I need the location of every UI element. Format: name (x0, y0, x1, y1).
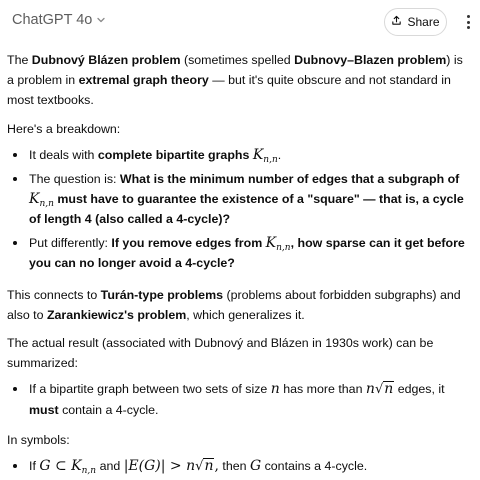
math-knn: $K_{n,n}$ (265, 235, 291, 253)
math-n-sqrt-n: n√n (365, 381, 394, 397)
list-item: Put differently: If you remove edges from $K_{n,n}$, how sparse can it get before you can no longer avoid a 4-cycle? (7, 233, 469, 273)
share-button[interactable] (384, 8, 447, 36)
share-label: Share (407, 15, 440, 29)
list-item: The question is: What is the minimum number of edges that a subgraph of $K_{n,n}$ must have to guarantee the existence of a "square" — that is, a cycle of length 4 (also called a 4-cycle)? (7, 169, 469, 229)
breakdown-list (7, 145, 469, 273)
model-selector[interactable] (12, 12, 106, 28)
symbols-list (7, 456, 469, 477)
list-item: It deals with complete bipartite graphs $K_{n,n}$. (7, 145, 469, 165)
model-name: ChatGPT 4o (12, 12, 93, 28)
result-list (7, 379, 469, 420)
list-item: If a bipartite graph between two sets of size n has more than n√n edges, it must contain a 4-cycle. (7, 379, 469, 420)
math-g-subset-knn: G ⊂ $K_{n,n}$ (39, 458, 97, 476)
math-edge-bound: |E(G)| > n√n, (123, 458, 219, 474)
chevron-down-icon (96, 15, 106, 25)
list-item: If G ⊂ $K_{n,n}$ and |E(G)| > n√n, then G contains a 4-cycle. (7, 456, 469, 477)
symbols-label: In symbols: (7, 433, 70, 447)
more-options-icon[interactable] (460, 12, 476, 32)
assistant-message (7, 50, 469, 477)
math-knn: $K_{n,n}$ (29, 191, 54, 209)
share-icon (391, 15, 402, 29)
top-bar (0, 0, 480, 44)
math-knn: $K_{n,n}$ (252, 147, 278, 165)
result-intro: The actual result (associated with Dubnový and Blázen in 1930s work) can be summarized: (7, 336, 434, 370)
connects-paragraph: This connects to Turán-type problems (problems about forbidden subgraphs) and also to Zarankiewicz's problem, which generalizes it. (7, 288, 461, 322)
breakdown-label: Here's a breakdown: (7, 122, 121, 136)
intro-paragraph: The Dubnový Blázen problem (sometimes spelled Dubnovy–Blazen problem) is a problem in extremal graph theory — but it's quite obscure and not standard in most textbooks. (7, 53, 463, 107)
